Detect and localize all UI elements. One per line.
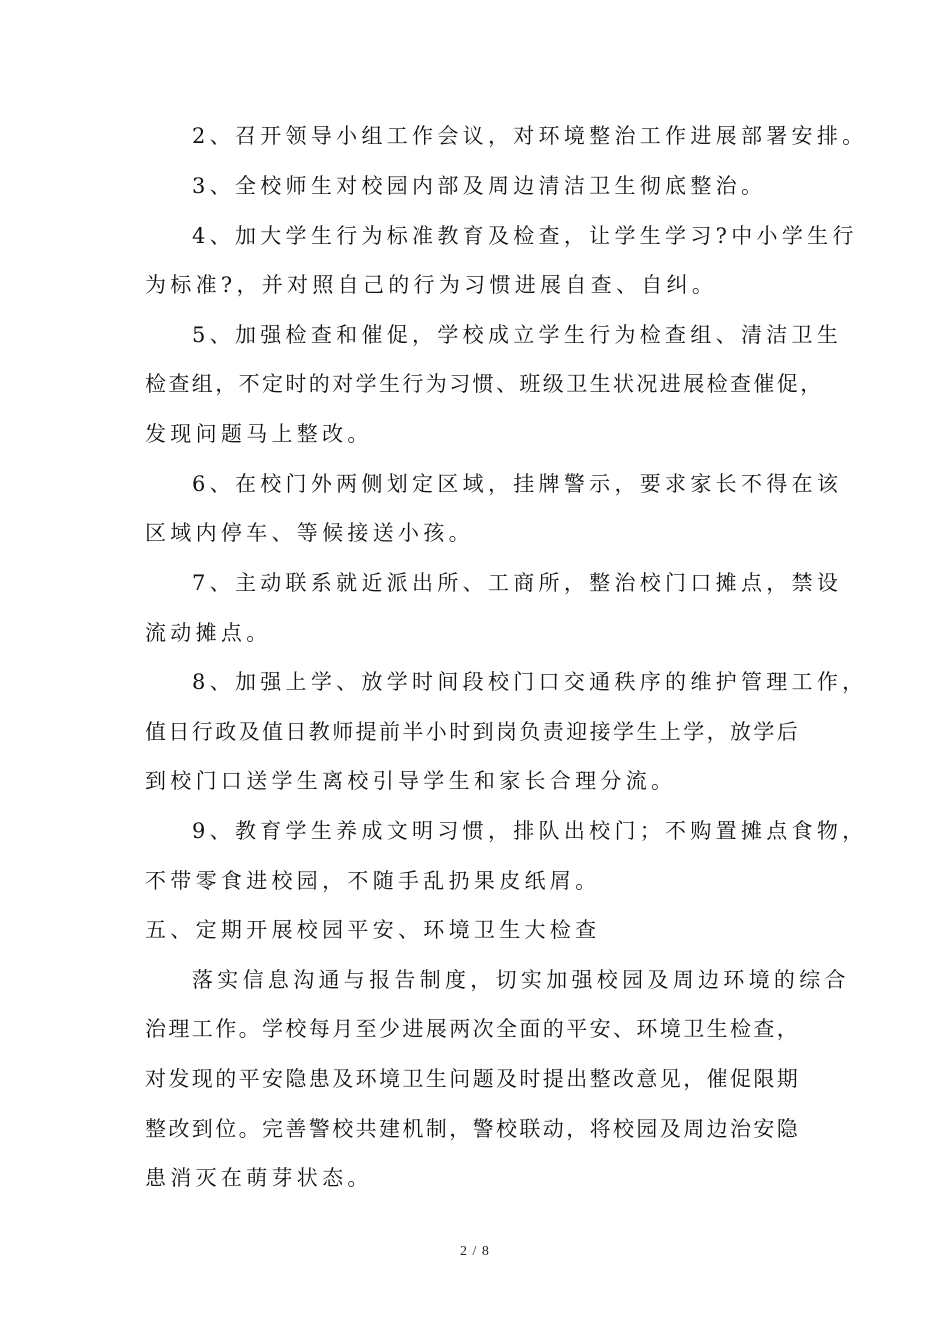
paragraph-8-line-2: 值日行政及值日教师提前半小时到岗负责迎接学生上学，放学后 (145, 720, 801, 744)
section-heading-5: 五、定期开展校园平安、环境卫生大检查 (145, 918, 601, 942)
section-5-paragraph-line-1: 落实信息沟通与报告制度，切实加强校园及周边环境的综合 (192, 968, 850, 992)
paragraph-5-line-1: 5、加强检查和催促，学校成立学生行为检查组、清洁卫生 (192, 323, 843, 347)
paragraph-4-line-2: 为标准?，并对照自己的行为习惯进展自查、自纠。 (145, 273, 718, 297)
paragraph-8-line-1: 8、加强上学、放学时间段校门口交通秩序的维护管理工作， (192, 670, 868, 694)
paragraph-9-line-1: 9、教育学生养成文明习惯，排队出校门；不购置摊点食物， (192, 819, 868, 843)
page-number: 2 / 8 (460, 1244, 490, 1259)
paragraph-4-line-1: 4、加大学生行为标准教育及检查，让学生学习?中小学生行 (192, 224, 858, 248)
section-5-paragraph-line-2: 治理工作。学校每月至少进展两次全面的平安、环境卫生检查， (145, 1017, 801, 1041)
paragraph-6-line-1: 6、在校门外两侧划定区域，挂牌警示，要求家长不得在该 (192, 472, 843, 496)
paragraph-3: 3、全校师生对校园内部及周边清洁卫生彻底整治。 (192, 174, 767, 198)
section-5-paragraph-line-3: 对发现的平安隐患及环境卫生问题及时提出整改意见，催促限期 (145, 1067, 801, 1091)
section-5-paragraph-line-5: 患消灭在萌芽状态。 (145, 1166, 373, 1190)
paragraph-7-line-2: 流动摊点。 (145, 621, 272, 645)
paragraph-8-line-3: 到校门口送学生离校引导学生和家长合理分流。 (145, 769, 677, 793)
paragraph-5-line-2: 检查组，不定时的对学生行为习惯、班级卫生状况进展检查催促， (145, 372, 824, 396)
section-5-paragraph-line-4: 整改到位。完善警校共建机制，警校联动，将校园及周边治安隐 (145, 1117, 801, 1141)
paragraph-6-line-2: 区域内停车、等候接送小孩。 (145, 521, 474, 545)
paragraph-7-line-1: 7、主动联系就近派出所、工商所，整治校门口摊点，禁设 (192, 571, 843, 595)
paragraph-9-line-2: 不带零食进校园，不随手乱扔果皮纸屑。 (145, 869, 601, 893)
paragraph-5-line-3: 发现问题马上整改。 (145, 422, 373, 446)
paragraph-2: 2、召开领导小组工作会议，对环境整治工作进展部署安排。 (192, 124, 868, 148)
